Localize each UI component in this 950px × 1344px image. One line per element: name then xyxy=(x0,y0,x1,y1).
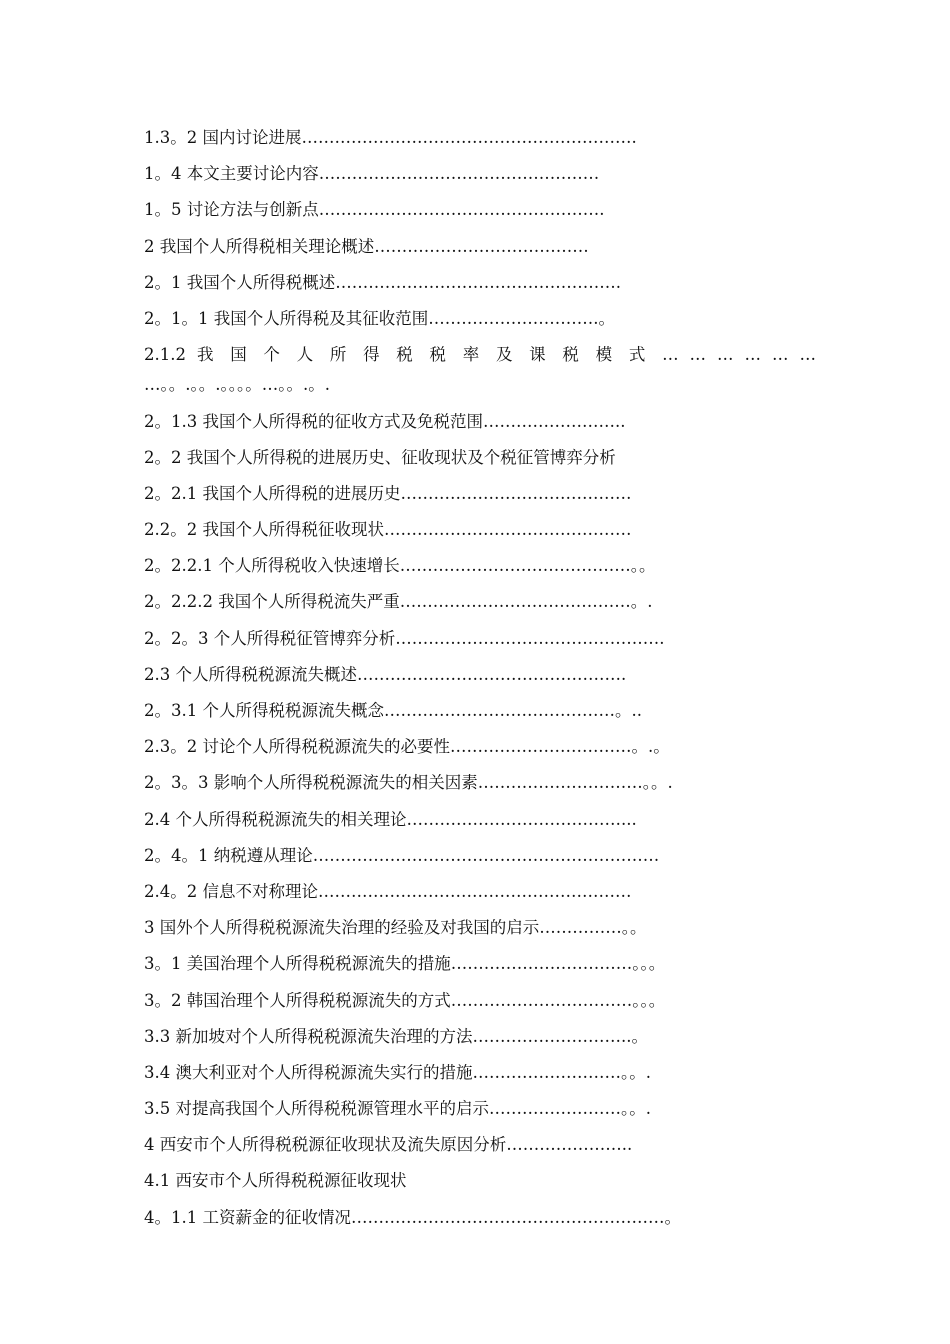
toc-entry: 2。1.3 我国个人所得税的征收方式及免税范围…………………….. xyxy=(144,411,626,431)
toc-entry: 2.4。2 信息不对称理论………………………………………………… xyxy=(144,881,632,901)
toc-entry: 4.1 西安市个人所得税税源征收现状 xyxy=(144,1171,407,1191)
toc-entry: 2。3.1 个人所得税税源流失概念……………………………………。.. xyxy=(144,701,642,720)
toc-entry-wrapped xyxy=(144,337,816,403)
toc-entry: 2。2 我国个人所得税的进展历史、征收现状及个税征管博弈分析 xyxy=(144,447,616,467)
toc-entry: 3.4 澳大利亚对个人所得税源流失实行的措施………………………。。. xyxy=(144,1062,651,1082)
toc-entry: 2。3。3 影响个人所得税税源流失的相关因素…………………………。。. xyxy=(144,773,673,793)
toc-entry: 2.2。2 我国个人所得税征收现状……………………………………… xyxy=(144,520,632,540)
toc-entry: 3。2 韩国治理个人所得税税源流失的方式……………………………。。。 xyxy=(144,990,666,1010)
toc-entry: 2。1。1 我国个人所得税及其征收范围………………………….。 xyxy=(144,308,615,328)
toc-entry: 2。2.2.2 我国个人所得税流失严重……………………………………。. xyxy=(144,592,653,612)
toc-entry: 2。2.1 我国个人所得税的进展历史…………………………………… xyxy=(144,483,632,503)
toc-entry: 3.5 对提高我国个人所得税税源管理水平的启示……………………。。. xyxy=(144,1099,651,1119)
toc-entry: 1.3。2 国内讨论进展……………………………………………………. xyxy=(144,128,637,147)
toc-entry: 2.4 个人所得税税源流失的相关理论…………………………………... xyxy=(144,809,637,829)
table-of-contents xyxy=(144,120,816,1236)
toc-entry: 2。2。3 个人所得税征管博弈分析…………………………………………. xyxy=(144,628,665,648)
toc-entry: 2 我国个人所得税相关理论概述………………………………… xyxy=(144,236,589,256)
toc-entry-line-2: …。。.。。.。。。。…。。.。. xyxy=(144,375,330,395)
toc-entry: 1。4 本文主要讨论内容…………………………………………… xyxy=(144,164,600,184)
toc-entry: 2.3。2 讨论个人所得税税源流失的必要性……………………………。.。 xyxy=(144,737,670,757)
toc-entry: 1。5 讨论方法与创新点……………………………………………. xyxy=(144,200,605,220)
toc-entry: 2。4。1 纳税遵从理论……………………………………………………… xyxy=(144,845,660,865)
toc-entry: 3 国外个人所得税税源流失治理的经验及对我国的启示……………。。 xyxy=(144,918,647,938)
toc-entry: 2。2.2.1 个人所得税收入快速增长……………………………………。。 xyxy=(144,556,656,576)
toc-entry: 4 西安市个人所得税税源征收现状及流失原因分析………………….. xyxy=(144,1135,633,1155)
toc-entry: 3。1 美国治理个人所得税税源流失的措施……………………………。。。 xyxy=(144,954,666,974)
toc-entry: 2。1 我国个人所得税概述……………………………………………. xyxy=(144,272,621,292)
toc-entry: 3.3 新加坡对个人所得税税源流失治理的方法………………………..。 xyxy=(144,1026,648,1046)
toc-entry-line-1: 2.1.2 我 国 个 人 所 得 税 税 率 及 课 税 模 式 … … … … … … xyxy=(144,345,816,365)
toc-entry: 2.3 个人所得税税源流失概述…………………………………………. xyxy=(144,664,627,684)
toc-entry: 4。1.1 工资薪金的征收情况…………………………………………………。 xyxy=(144,1207,681,1227)
